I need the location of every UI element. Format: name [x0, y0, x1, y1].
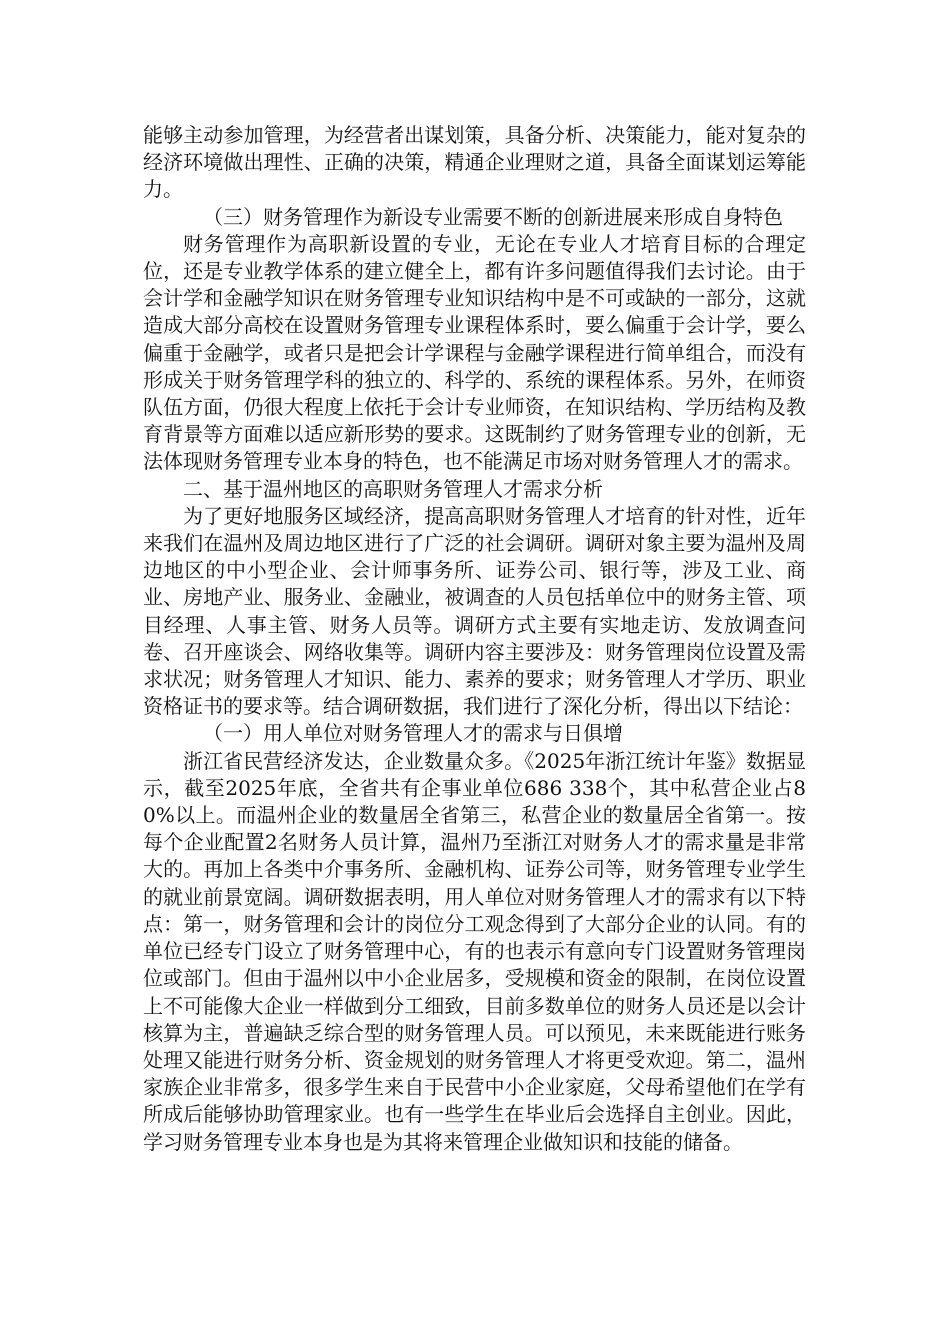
paragraph-continued: 能够主动参加管理，为经营者出谋划策，具备分析、决策能力，能对复杂的经济环境做出理性、正确的决策，精通企业理财之道，具备全面谋划运筹能力。 — [143, 123, 806, 202]
paragraph-survey: 为了更好地服务区域经济，提高高职财务管理人才培育的针对性，近年来我们在温州及周边地区进行了广泛的社会调研。调研对象主要为温州及周边地区的中小型企业、会计师事务所、证券公司、银行等，涉及工业、商业、房地产业、服务业、金融业，被调查的人员包括单位中的财务主管、项目经理、人事主管、财务人员等。调研方式主要有实地走访、发放调查问卷、召开座谈会、网络收集等。调研内容主要涉及：财务管理岗位设置及需求状况；财务管理人才知识、能力、素养的要求；财务管理人才学历、职业资格证书的要求等。结合调研数据，我们进行了深化分析，得出以下结论： — [143, 503, 806, 719]
subheading-section-3: （三）财务管理作为新设专业需要不断的创新进展来形成自身特色 — [203, 204, 783, 229]
paragraph-specialty-innovation: 财务管理作为高职新设置的专业，无论在专业人才培育目标的合理定位，还是专业教学体系的建立健全上，都有许多问题值得我们去讨论。由于会计学和金融学知识在财务管理专业知识结构中是不可或缺的一部分，这就造成大部分高校在设置财务管理专业课程体系时，要么偏重于会计学，要么偏重于金融学，或者只是把会计学课程与金融学课程进行简单组合，而没有形成关于财务管理学科的独立的、科学的、系统的课程体系。另外，在师资队伍方面，仍很大程度上依托于会计专业师资，在知识结构、学历结构及教育背景等方面难以适应新形势的要求。这既制约了财务管理专业的创新，无法体现财务管理专业本身的特色，也不能满足市场对财务管理人才的需求。 — [143, 231, 806, 474]
document-body — [143, 122, 806, 1156]
subheading-section-1: （一）用人单位对财务管理人才的需求与日俱增 — [203, 721, 623, 746]
paragraph-demand: 浙江省民营经济发达，企业数量众多。《2025年浙江统计年鉴》数据显示，截至2025年底，全省共有企事业单位686 338个，其中私营企业占80%以上。而温州企业的数量居全省第三，私营企业的数量居全省第一。按每个企业配置2名财务人员计算，温州乃至浙江对财务人才的需求量是非常大的。再加上各类中介事务所、金融机构、证券公司等，财务管理专业学生的就业前景宽阔。调研数据表明，用人单位对财务管理人才的需求有以下特点：第一，财务管理和会计的岗位分工观念得到了大部分企业的认同。有的单位已经专门设立了财务管理中心，有的也表示有意向专门设置财务管理岗位或部门。但由于温州以中小企业居多，受规模和资金的限制，在岗位设置上不可能像大企业一样做到分工细致，目前多数单位的财务人员还是以会计核算为主，普遍缺乏综合型的财务管理人员。可以预见，未来既能进行账务处理又能进行财务分析、资金规划的财务管理人才将更受欢迎。第二，温州家族企业非常多，很多学生来自于民营中小企业家庭，父母希望他们在学有所成后能够协助管理家业。也有一些学生在毕业后会选择自主创业。因此，学习财务管理专业本身也是为其将来管理企业做知识和技能的储备。 — [143, 748, 806, 1154]
heading-section-2: 二、基于温州地区的高职财务管理人才需求分析 — [183, 476, 603, 501]
